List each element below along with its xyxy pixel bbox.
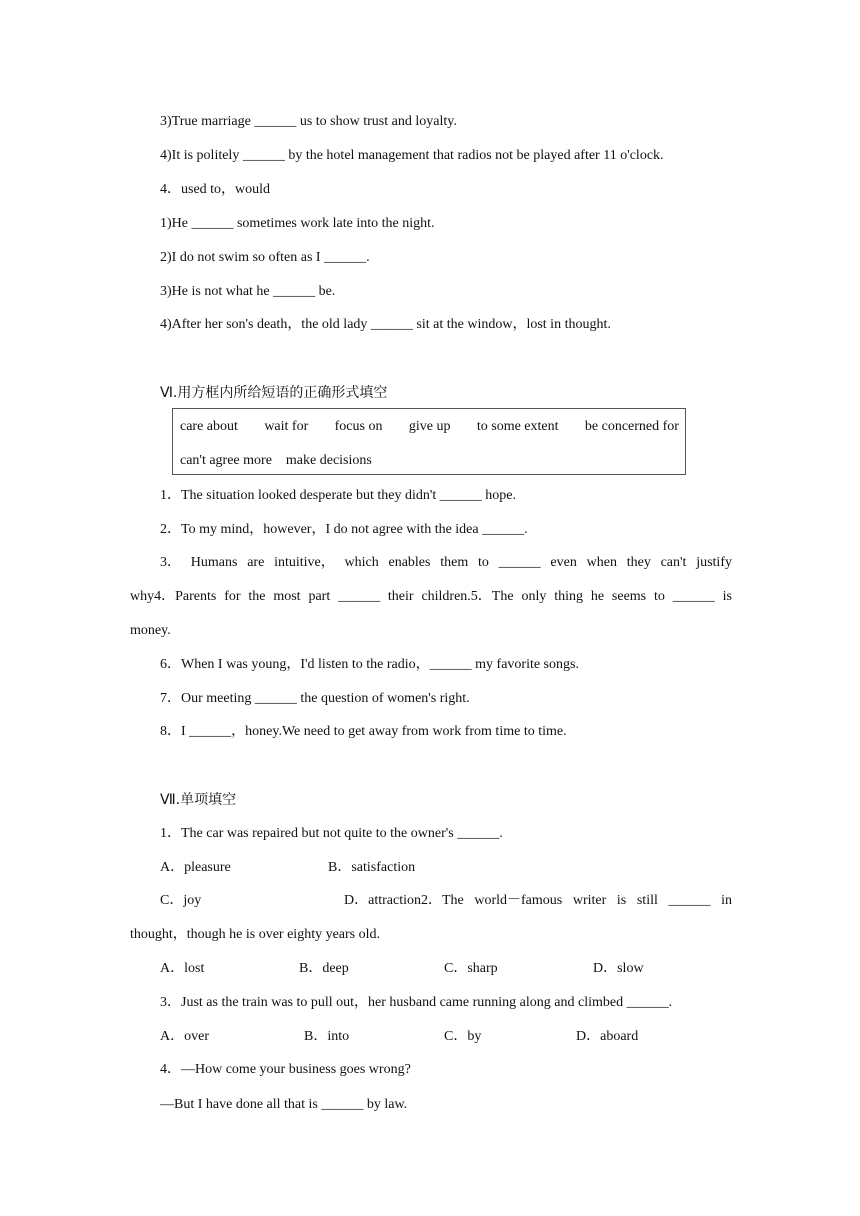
phrase-box xyxy=(172,408,686,475)
section-heading: Ⅶ.单项填空 xyxy=(160,792,237,808)
phrase: can't agree more xyxy=(180,453,272,468)
word: intuitive， xyxy=(274,555,335,570)
option-c: C．joy xyxy=(160,893,202,908)
word: thing xyxy=(554,589,583,604)
question: 8．I ______，honey.We need to get away from work from time to time. xyxy=(160,724,567,739)
phrase-row xyxy=(180,451,679,471)
question-line xyxy=(160,553,732,573)
word: them xyxy=(440,555,469,570)
word: still xyxy=(636,893,658,908)
option-d: D．slow xyxy=(593,961,644,976)
exercise-item: 1)He ______ sometimes work late into the night. xyxy=(160,216,435,231)
word: Humans xyxy=(190,555,238,570)
word: part xyxy=(308,589,331,604)
option-c: C．sharp xyxy=(444,961,498,976)
question-line: thought，though he is over eighty years old. xyxy=(130,927,381,942)
question: 3．Just as the train was to pull out，her husband came running along and climbed ______. xyxy=(160,995,673,1010)
exercise-item: 3)He is not what he ______ be. xyxy=(160,284,336,299)
word: when xyxy=(586,555,617,570)
word: he xyxy=(590,589,605,604)
option-b: B．deep xyxy=(299,961,349,976)
word: D．attraction2．The xyxy=(344,893,464,908)
word: is xyxy=(616,893,627,908)
question: —But I have done all that is ______ by law. xyxy=(160,1097,408,1112)
option-d: D．aboard xyxy=(576,1029,639,1044)
exercise-item: 4)After her son's death，the old lady ______ sit at the window，lost in thought. xyxy=(160,317,611,332)
word: in xyxy=(721,893,732,908)
word: can't xyxy=(660,555,687,570)
word: the xyxy=(248,589,266,604)
word: is xyxy=(722,589,732,604)
word: their xyxy=(387,589,414,604)
word: they xyxy=(626,555,651,570)
word: which xyxy=(344,555,379,570)
group-title: 4．used to，would xyxy=(160,182,271,197)
word: seems xyxy=(611,589,647,604)
question-line xyxy=(130,587,732,607)
word: to xyxy=(478,555,489,570)
phrase: give up xyxy=(408,419,451,434)
option-b: B．satisfaction xyxy=(328,860,416,875)
exercise-item: 3)True marriage ______ us to show trust and loyalty. xyxy=(160,114,457,129)
word: world－famous xyxy=(474,893,563,908)
word: enables xyxy=(388,555,431,570)
section-heading: Ⅵ.用方框内所给短语的正确形式填空 xyxy=(160,385,388,401)
phrase: wait for xyxy=(264,419,309,434)
option-a: A．over xyxy=(160,1029,209,1044)
word: justify xyxy=(696,555,732,570)
exercise-item: 4)It is politely ______ by the hotel management that radios not be played after 11 o'clock. xyxy=(160,148,664,163)
option-b: B．into xyxy=(304,1029,350,1044)
exercise-item: 2)I do not swim so often as I ______. xyxy=(160,250,370,265)
word: 3． xyxy=(160,555,181,570)
word: writer xyxy=(572,893,607,908)
word: most xyxy=(273,589,301,604)
word: ______ xyxy=(672,589,715,604)
phrase: to some extent xyxy=(476,419,559,434)
option-a: A．pleasure xyxy=(160,860,231,875)
question: 1．The car was repaired but not quite to the owner's ______. xyxy=(160,826,503,841)
phrase-row xyxy=(180,417,679,437)
word: even xyxy=(550,555,577,570)
word: for xyxy=(224,589,241,604)
phrase: make decisions xyxy=(285,453,372,468)
word: ______ xyxy=(338,589,381,604)
phrase: be concerned for xyxy=(584,419,679,434)
option-c: C．by xyxy=(444,1029,482,1044)
option-a: A．lost xyxy=(160,961,205,976)
phrase: focus on xyxy=(334,419,383,434)
word: why4．Parents xyxy=(130,589,217,604)
question-line: money. xyxy=(130,623,171,638)
phrase: care about xyxy=(180,419,238,434)
question: 7．Our meeting ______ the question of women's right. xyxy=(160,691,470,706)
word: to xyxy=(653,589,665,604)
word: only xyxy=(521,589,547,604)
word: ______ xyxy=(498,555,541,570)
question: 4．—How come your business goes wrong? xyxy=(160,1062,411,1077)
word: are xyxy=(247,555,265,570)
word: children.5．The xyxy=(421,589,514,604)
question-line xyxy=(344,891,732,911)
question: 6．When I was young，I'd listen to the radio，______ my favorite songs. xyxy=(160,657,579,672)
word: ______ xyxy=(668,893,711,908)
question: 1．The situation looked desperate but they didn't ______ hope. xyxy=(160,488,516,503)
question: 2．To my mind，however，I do not agree with the idea ______. xyxy=(160,522,528,537)
